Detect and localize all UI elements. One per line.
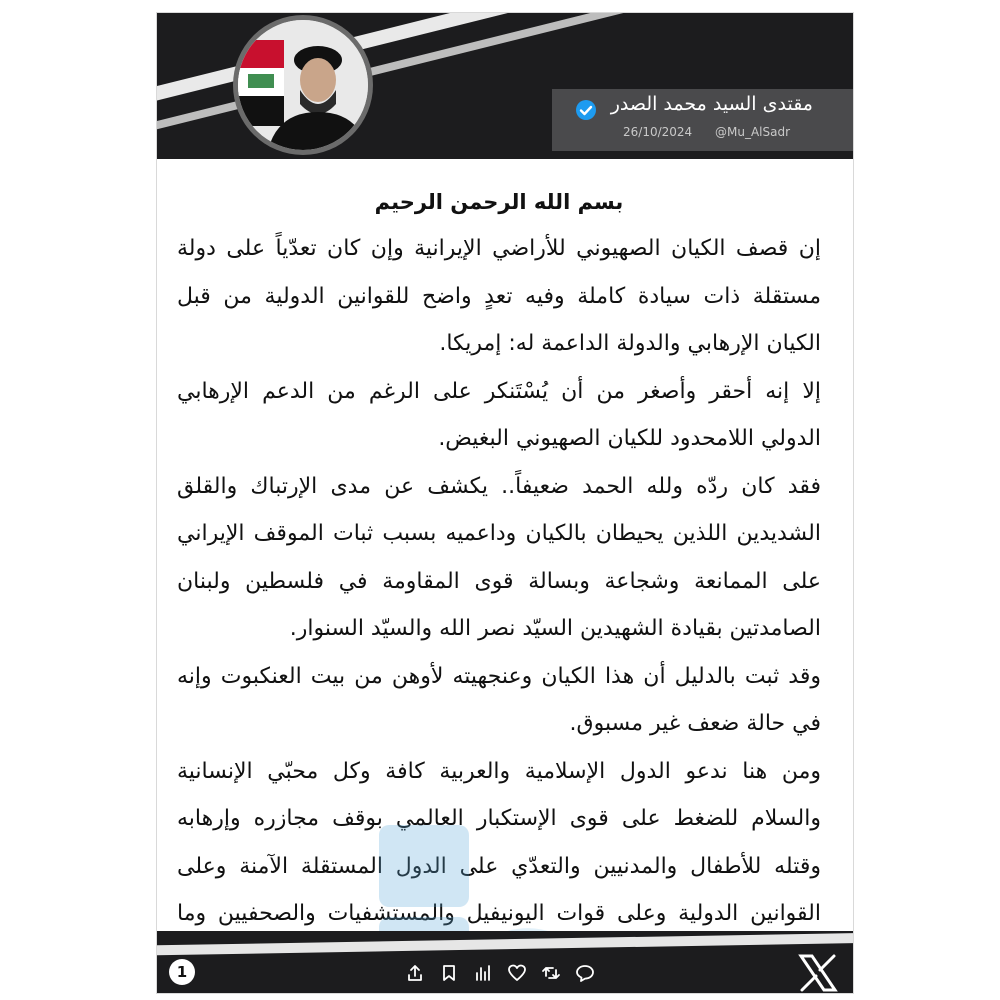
footer-decor-stripe [157, 932, 854, 955]
avatar[interactable] [233, 15, 373, 155]
verified-badge-icon [575, 99, 597, 121]
body-paragraph: فقد كان ردّه ولله الحمد ضعيفاً.. يكشف عن مدى الإرتباك والقلق الشديدين اللذين يحيطان بالكيان وداعميه بسبب ثبات الموقف الإيراني على الممانعة وشجاعة وبسالة قوى المقاومة في فلسطين ولبنان الصامدتين بقيادة الشهيدين السيّد نصر الله والسيّد السنوار. [177, 473, 821, 641]
page-number-badge: 1 [169, 959, 195, 985]
body-paragraph: وقد ثبت بالدليل أن هذا الكيان وعنجهيته لأوهن من بيت العنكبوت وإنه في حالة ضعف غير مسبوق. [177, 663, 821, 736]
post-body [177, 181, 821, 985]
post-date: 26/10/2024 [623, 125, 693, 139]
avatar-portrait-icon [238, 20, 368, 150]
body-paragraph: إن قصف الكيان الصهيوني للأراضي الإيرانية وإن كان تعدّياً على دولة مستقلة ذات سيادة كاملة وفيه تعدٍ واضح للقوانين الدولية من قبل الكيان الإرهابي والدولة الداعمة له: إمريكا. [177, 236, 821, 356]
user-handle[interactable]: @Mu_AlSadr [715, 125, 791, 139]
action-bar [405, 961, 595, 985]
body-paragraph: ومن هنا ندعو الدول الإسلامية والعربية كافة وكل محبّي الإنسانية والسلام للضغط على قوى الإستكبار العالمي بوقف مجازره وإرهابه وقتله للأطفال والمدنيين والتعدّي على الدول المستقلة الآمنة وعلى القوانين الدولية وعلى قوات اليونيفيل والمستشفيات والصحفيين وما [177, 758, 821, 926]
avatar-image [238, 20, 368, 150]
basmala-heading: بسم الله الرحمن الرحيم [374, 190, 624, 214]
x-logo-icon [797, 953, 839, 993]
like-icon[interactable] [507, 963, 527, 983]
body-paragraph: إلا إنه أحقر وأصغر من أن يُسْتَنكر على الرغم من الدعم الإرهابي الدولي اللامحدود للكيان الصهيوني البغيض. [177, 378, 821, 451]
share-icon[interactable] [405, 963, 425, 983]
post-header-banner [157, 13, 854, 159]
display-name[interactable]: مقتدى السيد محمد الصدر [610, 93, 813, 115]
post-footer [157, 931, 854, 994]
views-icon[interactable] [473, 963, 493, 983]
repost-icon[interactable] [541, 963, 561, 983]
bookmark-icon[interactable] [439, 963, 459, 983]
reply-icon[interactable] [575, 963, 595, 983]
post-card [156, 12, 854, 994]
